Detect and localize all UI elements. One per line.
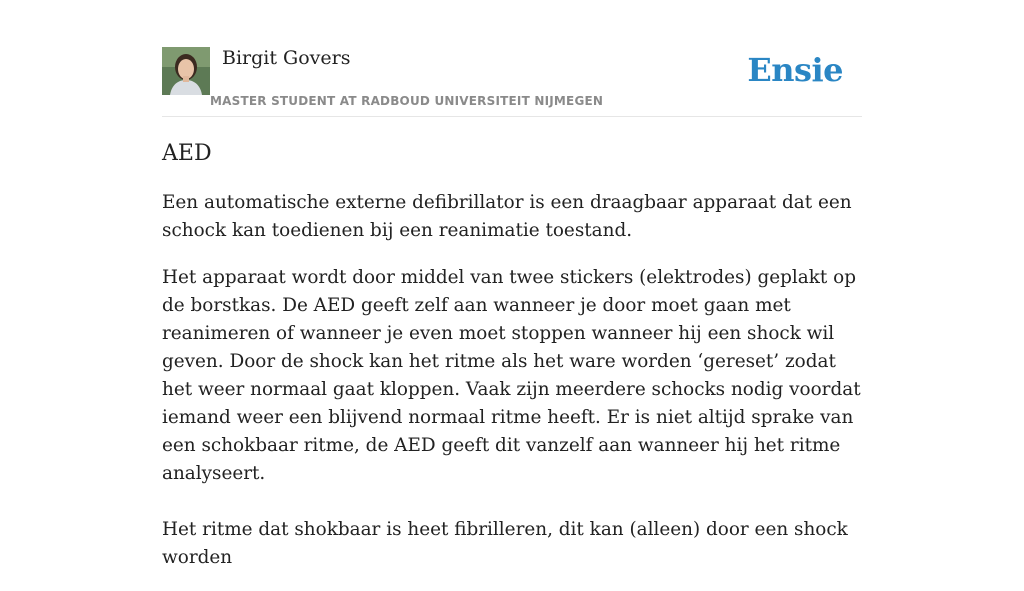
article-title: AED	[162, 141, 212, 166]
article-content	[162, 138, 867, 591]
article-paragraph: Het apparaat wordt door middel van twee stickers (elektrodes) geplakt op de borstkas. De AED geeft zelf aan wanneer je door moet gaan met reanimeren of wanneer je even moet stoppen wanneer hij een shock wil geven. Door de shock kan het ritme als het ware worden ‘gereset’ zodat het weer normaal gaat kloppen. Vaak zijn meerdere schocks nodig voordat iemand weer een blijvend normaal ritme heeft. Er is niet altijd sprake van een schokbaar ritme, de AED geeft dit vanzelf aan wanneer hij het ritme analyseert.	[162, 267, 861, 484]
author-name[interactable]: Birgit Govers	[222, 47, 351, 69]
article-paragraph: Een automatische externe defibrillator is een draagbaar apparaat dat een schock kan toedienen bij een reanimatie toestand.	[162, 192, 852, 241]
person-photo-icon	[162, 47, 210, 95]
author-role: MASTER STUDENT AT RADBOUD UNIVERSITEIT NIJMEGEN	[210, 94, 604, 108]
article-paragraph: Het ritme dat shokbaar is heet fibrilleren, dit kan (alleen) door een shock worden	[162, 519, 848, 568]
avatar[interactable]	[162, 47, 210, 95]
ensie-logo[interactable]: Ensie	[747, 51, 843, 89]
author-header	[162, 0, 862, 117]
